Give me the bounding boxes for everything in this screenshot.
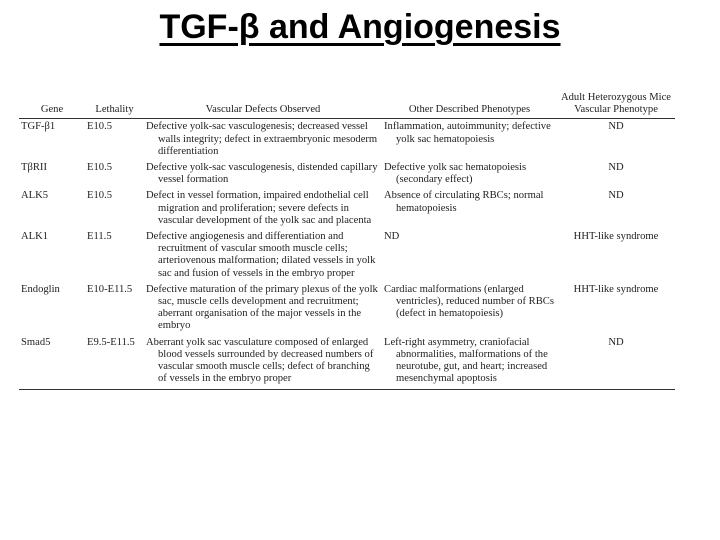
table-header-row <box>19 92 675 119</box>
cell-lethality: E10.5 <box>87 162 113 174</box>
cell-adult: ND <box>608 190 624 202</box>
slide-title-text: TGF-β and Angiogenesis <box>159 8 561 46</box>
phenotype-table <box>19 92 675 390</box>
cell-adult: ND <box>608 121 624 133</box>
cell-other-text: Absence of circulating RBCs; normal hematopoiesis <box>384 190 544 214</box>
cell-other <box>382 282 557 335</box>
cell-vascular <box>144 229 382 282</box>
cell-vascular-text: Defect in vessel formation, impaired endothelial cell migration and proliferation; severe defects in vascular development of the yolk sac and placenta <box>146 190 372 226</box>
cell-vascular <box>144 188 382 229</box>
table-row <box>19 335 675 390</box>
cell-lethality: E10.5 <box>87 190 113 202</box>
cell-adult: ND <box>608 336 624 348</box>
header-lethality: Lethality <box>85 92 144 119</box>
cell-vascular <box>144 335 382 390</box>
cell-vascular-text: Defective maturation of the primary plexus of the yolk sac, muscle cells development and recruitment; aberrant organisation of the major vessels in the embryo <box>146 283 378 332</box>
cell-gene: ALK1 <box>21 231 49 243</box>
table-row <box>19 188 675 229</box>
cell-gene: Endoglin <box>21 283 60 295</box>
cell-vascular-text: Aberrant yolk sac vasculature composed of enlarged blood vessels surrounded by decreased numbers of vascular smooth muscle cells; defect of branching of vessels in the embryo proper <box>146 336 374 385</box>
cell-vascular <box>144 160 382 188</box>
cell-vascular-text: Defective yolk-sac vasculogenesis; decreased vessel walls integrity; defect in extraembryonic mesoderm differentiation <box>146 121 378 157</box>
table-row <box>19 229 675 282</box>
header-adult-line2: Vascular Phenotype <box>574 104 658 116</box>
cell-other <box>382 160 557 188</box>
cell-adult: HHT-like syndrome <box>573 283 659 295</box>
cell-gene: ALK5 <box>21 190 49 202</box>
cell-other-text: Inflammation, autoimmunity; defective yolk sac hematopoiesis <box>384 121 551 145</box>
header-vascular-defects: Vascular Defects Observed <box>144 92 382 119</box>
cell-lethality: E9.5-E11.5 <box>87 336 135 348</box>
cell-lethality: E11.5 <box>87 231 112 243</box>
cell-gene: TβRII <box>21 162 47 174</box>
cell-lethality: E10-E11.5 <box>87 283 133 295</box>
cell-gene: TGF-β1 <box>21 121 56 133</box>
phenotype-table-container <box>19 92 675 390</box>
cell-other-text: Cardiac malformations (enlarged ventricles), reduced number of RBCs (defect in hematopoiesis) <box>384 283 554 320</box>
header-gene: Gene <box>19 92 85 119</box>
cell-other <box>382 119 557 160</box>
cell-other <box>382 188 557 229</box>
slide-title <box>0 8 720 47</box>
cell-vascular-text: Defective angiogenesis and differentiation and recruitment of vascular smooth muscle cells; arteriovenous malformation; dilated vessels in yolk sac and fusion of vessels in the embryo proper <box>146 231 376 279</box>
cell-adult: ND <box>608 162 624 174</box>
cell-other-text: Left-right asymmetry, craniofacial abnormalities, malformations of the neurotube, gut, and heart; increased mesenchymal apoptosis <box>384 336 548 385</box>
table-row <box>19 282 675 335</box>
cell-other <box>382 335 557 390</box>
header-adult-line1: Adult Heterozygous Mice <box>560 92 672 103</box>
cell-other <box>382 229 557 282</box>
cell-vascular-text: Defective yolk-sac vasculogenesis, distended capillary vessel formation <box>146 162 378 186</box>
cell-adult: HHT-like syndrome <box>573 231 659 243</box>
cell-lethality: E10.5 <box>87 121 113 133</box>
table-row <box>19 119 675 160</box>
cell-other-text: ND <box>384 231 400 243</box>
cell-vascular <box>144 119 382 160</box>
cell-vascular <box>144 282 382 335</box>
table-row <box>19 160 675 188</box>
cell-gene: Smad5 <box>21 336 51 348</box>
header-other-phenotypes: Other Described Phenotypes <box>382 92 557 119</box>
header-adult-phenotype <box>557 92 675 119</box>
cell-other-text: Defective yolk sac hematopoiesis (secondary effect) <box>384 162 527 186</box>
